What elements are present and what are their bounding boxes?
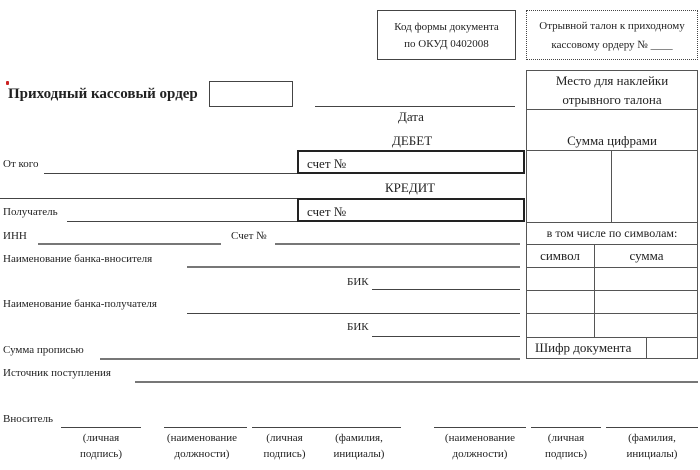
- inn-label: ИНН: [3, 230, 27, 242]
- okud-line1: Код формы документа: [394, 21, 499, 33]
- source-label: Источник поступления: [3, 367, 111, 379]
- okud-line2: по ОКУД 0402008: [404, 38, 489, 50]
- caption-line: подпись): [263, 448, 306, 460]
- credit-label: КРЕДИТ: [385, 180, 436, 195]
- caption-line: (наименование: [166, 432, 238, 444]
- sig-line-7[interactable]: [606, 427, 698, 428]
- stub-line1: Отрывной талон к приходному: [539, 20, 685, 32]
- caption-line: (личная: [82, 432, 120, 444]
- amount-cell-3[interactable]: [596, 314, 697, 336]
- bik2-field[interactable]: [372, 336, 520, 337]
- caption-line: (личная: [547, 432, 585, 444]
- order-number-field[interactable]: [209, 81, 293, 107]
- payee-bank-label: Наименование банка-получателя: [3, 298, 157, 310]
- credit-account-field[interactable]: [297, 198, 525, 222]
- caption-line: подпись): [544, 448, 587, 460]
- amount-digits-label: Сумма цифрами: [567, 133, 657, 148]
- doc-cipher-field[interactable]: [648, 338, 697, 358]
- divider: [646, 337, 647, 359]
- stub-line2: кассовому ордеру №: [551, 39, 648, 51]
- caption-line: инициалы): [333, 448, 385, 460]
- date-label: Дата: [398, 109, 424, 124]
- doc-cipher-label: Шифр документа: [535, 340, 632, 355]
- caption-line: инициалы): [626, 448, 678, 460]
- caption-position-2: [432, 430, 528, 462]
- source-field[interactable]: [135, 381, 698, 383]
- payer-bank-field[interactable]: [187, 266, 520, 268]
- caption-line: подпись): [79, 448, 122, 460]
- debit-account-field[interactable]: [297, 150, 525, 174]
- recipient-label: Получатель: [3, 206, 58, 218]
- payee-bank-field[interactable]: [187, 313, 520, 314]
- amount-words-field[interactable]: [100, 358, 520, 360]
- caption-full-name-1: [317, 430, 401, 462]
- sig-line-6[interactable]: [531, 427, 601, 428]
- sticker-place-cell: [526, 70, 698, 109]
- amount-cell-1[interactable]: [596, 268, 697, 290]
- col-amount-header: сумма: [629, 248, 664, 263]
- caption-line: (фамилия,: [628, 432, 676, 444]
- bik1-field[interactable]: [372, 289, 520, 290]
- recipient-field[interactable]: [67, 221, 298, 222]
- sig-line-3[interactable]: [252, 427, 317, 428]
- sig-line-2[interactable]: [164, 427, 247, 428]
- amount-digits-kopecks-field[interactable]: [612, 151, 697, 222]
- col-symbol-header: символ: [540, 248, 580, 263]
- document-title: Приходный кассовый ордер: [8, 86, 198, 102]
- symbol-cell-3[interactable]: [527, 314, 593, 336]
- payer-bank-label: Наименование банка-вносителя: [3, 253, 153, 265]
- caption-line: должности): [452, 448, 508, 460]
- symbol-cell-2[interactable]: [527, 291, 593, 313]
- inn-field[interactable]: [38, 243, 221, 245]
- sig-line-5[interactable]: [434, 427, 526, 428]
- depositor-label: Вноситель: [3, 413, 53, 425]
- amount-digits-rubles-field[interactable]: [527, 151, 611, 222]
- credit-account-label: счет №: [307, 204, 347, 219]
- divider-row: [0, 198, 297, 199]
- stub-number-field[interactable]: ____: [650, 39, 673, 51]
- caption-line: (фамилия,: [335, 432, 383, 444]
- caption-line: должности): [174, 448, 230, 460]
- red-mark-icon: [6, 81, 9, 85]
- caption-full-name-2: [606, 430, 698, 462]
- sig-line-4[interactable]: [317, 427, 401, 428]
- caption-personal-signature-1: [61, 430, 141, 462]
- divider: [526, 244, 698, 245]
- account-no-label: Счет №: [231, 230, 267, 242]
- caption-position-1: [157, 430, 247, 462]
- from-whom-field[interactable]: [44, 173, 298, 174]
- debit-account-label: счет №: [307, 156, 347, 171]
- sticker-place-line1: Место для наклейки: [555, 72, 669, 88]
- divider: [526, 109, 698, 110]
- caption-personal-signature-3: [531, 430, 601, 462]
- amount-cell-2[interactable]: [596, 291, 697, 313]
- tear-off-stub-box: [526, 10, 698, 60]
- sticker-place-line2: отрывного талона: [562, 91, 662, 107]
- sig-line-1[interactable]: [61, 427, 141, 428]
- date-field[interactable]: [315, 106, 515, 107]
- divider: [526, 222, 698, 223]
- from-whom-label: От кого: [3, 158, 39, 170]
- caption-line: (личная: [266, 432, 303, 444]
- caption-personal-signature-2: [252, 430, 317, 462]
- by-symbols-label: в том числе по символам:: [546, 226, 678, 240]
- caption-line: (наименование: [444, 432, 516, 444]
- bik1-label: БИК: [347, 276, 369, 288]
- account-no-field[interactable]: [275, 243, 520, 245]
- bik2-label: БИК: [347, 321, 369, 333]
- okud-code-box: [377, 10, 516, 60]
- debit-label: ДЕБЕТ: [392, 133, 433, 148]
- symbol-cell-1[interactable]: [527, 268, 593, 290]
- amount-words-label: Сумма прописью: [3, 344, 84, 356]
